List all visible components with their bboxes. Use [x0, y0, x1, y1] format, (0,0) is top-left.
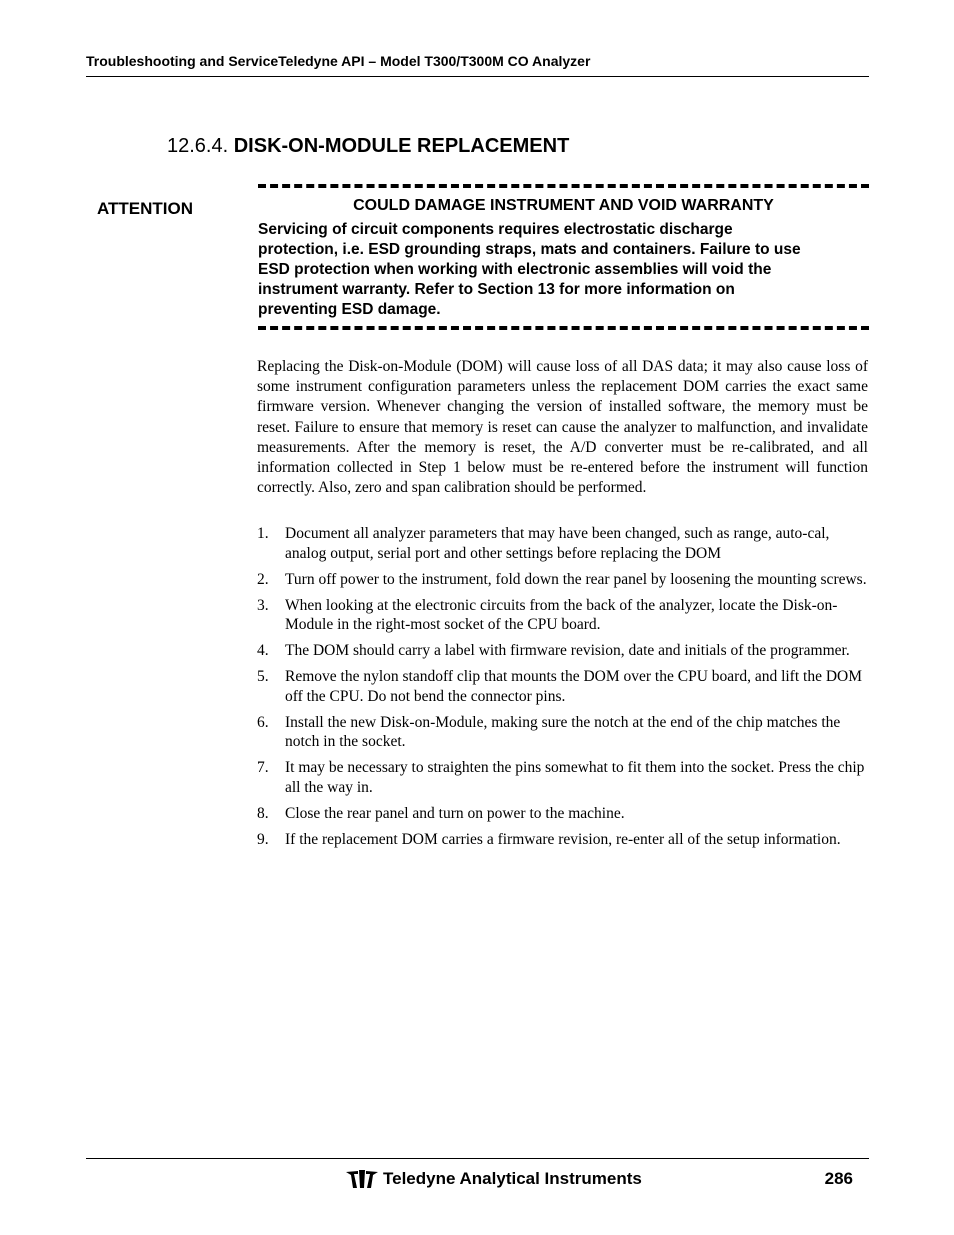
- step-text: Turn off power to the instrument, fold down the rear panel by loosening the mounting screws.: [285, 570, 867, 588]
- list-item: [257, 596, 868, 635]
- footer-company: Teledyne Analytical Instruments: [383, 1169, 642, 1188]
- list-item: [257, 524, 868, 563]
- step-number: 6.: [257, 713, 269, 731]
- warning-text: Servicing of circuit components requires electrostatic discharge protection, i.e. ESD grounding straps, mats and containers. Failure to use ESD protection when working with electronic assemblies will void the instrument warranty. Refer to Section 13 for more information on preventing ESD damage.: [258, 221, 801, 318]
- list-item: [257, 804, 868, 824]
- step-number: 2.: [257, 570, 269, 588]
- intro-paragraph: Replacing the Disk-on-Module (DOM) will cause loss of all DAS data; it may also cause loss of some instrument configuration parameters unless the replacement DOM carries the exact same firmware version. Whenever changing the version of installed software, the memory must be reset. Failure to ensure that memory is reset can cause the analyzer to malfunction, and invalidate measurements. After the memory is reset, the A/D converter must be re-calibrated, and all information collected in Step 1 below must be re-entered before the instrument will function correctly. Also, zero and span calibration should be performed.: [257, 358, 868, 497]
- step-text: Install the new Disk-on-Module, making sure the notch at the end of the chip matches the notch in the socket.: [285, 713, 841, 751]
- warning-heading: COULD DAMAGE INSTRUMENT AND VOID WARRANTY: [353, 197, 774, 214]
- list-item: [257, 758, 868, 797]
- list-item: [257, 667, 868, 706]
- section-heading: [167, 133, 569, 159]
- list-item: [257, 830, 868, 850]
- step-number: 4.: [257, 642, 269, 660]
- procedure-steps: [257, 524, 868, 856]
- step-text: Document all analyzer parameters that may have been changed, such as range, auto-cal, analog output, serial port and other settings before replacing the DOM: [285, 525, 830, 562]
- page-number: 286: [824, 1169, 853, 1188]
- warning-top-border: [258, 184, 869, 188]
- step-text: Remove the nylon standoff clip that mounts the DOM over the CPU board, and lift the DOM off the CPU. Do not bend the connector pins.: [285, 668, 863, 705]
- step-text: It may be necessary to straighten the pins somewhat to fit them into the socket. Press the chip all the way in.: [285, 759, 865, 796]
- step-text: The DOM should carry a label with firmware revision, date and initials of the programmer.: [285, 642, 850, 660]
- step-number: 7.: [257, 759, 269, 777]
- attention-label: ATTENTION: [97, 199, 194, 218]
- footer-rule: [86, 1158, 869, 1159]
- step-number: 8.: [257, 804, 269, 822]
- step-number: 1.: [257, 525, 269, 542]
- step-text: Close the rear panel and turn on power to the machine.: [285, 804, 625, 822]
- step-number: 3.: [257, 596, 269, 614]
- step-text: When looking at the electronic circuits from the back of the analyzer, locate the Disk-on-Module in the right-most socket of the CPU board.: [285, 596, 838, 634]
- footer: [345, 1168, 642, 1190]
- step-text: If the replacement DOM carries a firmware revision, re-enter all of the setup information.: [285, 830, 841, 848]
- step-number: 5.: [257, 668, 269, 686]
- running-header: Troubleshooting and ServiceTeledyne API – Model T300/T300M CO Analyzer: [86, 53, 591, 69]
- warning-bottom-border: [258, 326, 869, 330]
- list-item: [257, 713, 868, 752]
- section-title: DISK-ON-MODULE REPLACEMENT: [233, 135, 570, 157]
- section-number: 12.6.4.: [167, 135, 229, 157]
- step-number: 9.: [257, 830, 269, 848]
- list-item: [257, 570, 868, 590]
- list-item: [257, 641, 868, 661]
- header-rule: [86, 76, 869, 77]
- teledyne-logo-icon: [345, 1168, 379, 1190]
